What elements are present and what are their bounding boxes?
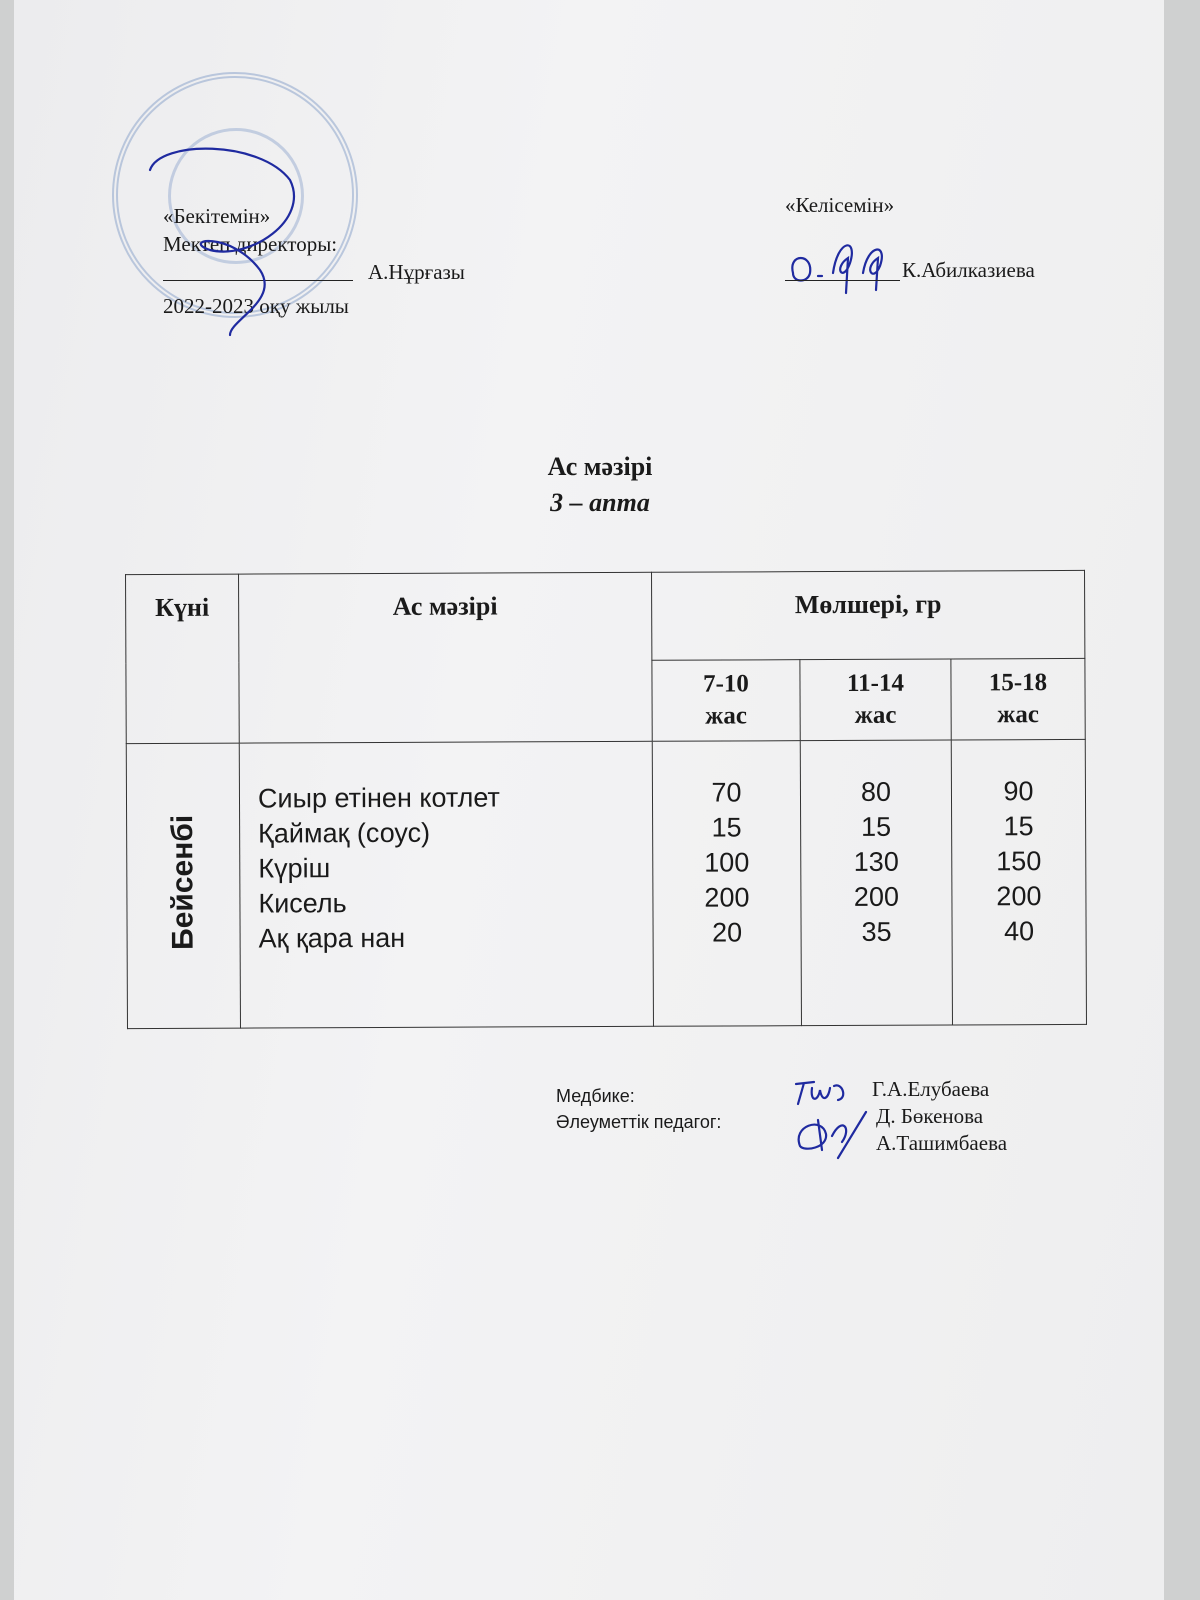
amounts-15-18: 90 15 150 200 40 — [951, 739, 1086, 1025]
nurse-signature — [792, 1078, 852, 1108]
social-name: Д. Бөкенова — [876, 1104, 984, 1128]
header-menu: Ас мәзірі — [239, 572, 653, 743]
amounts-11-14: 80 15 130 200 35 — [800, 740, 952, 1026]
page-subtitle: 3 – апта — [550, 488, 650, 517]
agreement-signature — [788, 228, 898, 298]
director-signature — [140, 140, 320, 340]
menu-item: Қаймақ (соус) — [258, 817, 431, 849]
approval-label: «Бекітемін» — [163, 204, 271, 228]
page-title: Ас мәзірі — [547, 452, 653, 481]
agreement-label: «Келісемін» — [785, 193, 895, 217]
menu-item: Күріш — [258, 853, 331, 884]
approval-year: 2022-2023 оқу жылы — [163, 294, 349, 318]
nurse-name: Г.А.Елубаева — [872, 1077, 990, 1101]
social-signature — [792, 1106, 870, 1162]
menu-item: Кисель — [258, 888, 347, 919]
menu-item: Ақ қара нан — [258, 922, 406, 954]
third-name: А.Ташимбаева — [876, 1131, 1008, 1155]
age-group: 15-18 жас — [951, 658, 1085, 740]
menu-table — [125, 570, 1087, 1029]
age-group: 11-14 жас — [800, 659, 951, 741]
approval-position: Мектеп директоры: — [163, 232, 338, 256]
social-label: Әлеуметтік педагог: — [556, 1112, 722, 1132]
header-amount: Мөлшері, гр — [652, 570, 1085, 660]
header-day: Күні — [126, 574, 240, 743]
menu-item: Сиыр етінен котлет — [257, 782, 500, 814]
menu-items — [239, 741, 653, 1028]
signature-line — [785, 280, 900, 281]
day-cell: Бейсенбі — [126, 743, 240, 1028]
agreement-name: К.Абилказиева — [902, 258, 1035, 282]
age-group: 7-10 жас — [652, 660, 800, 742]
approval-name: А.Нұрғазы — [368, 260, 465, 284]
nurse-label: Медбике: — [556, 1086, 635, 1106]
amounts-7-10: 70 15 100 200 20 — [652, 741, 801, 1027]
